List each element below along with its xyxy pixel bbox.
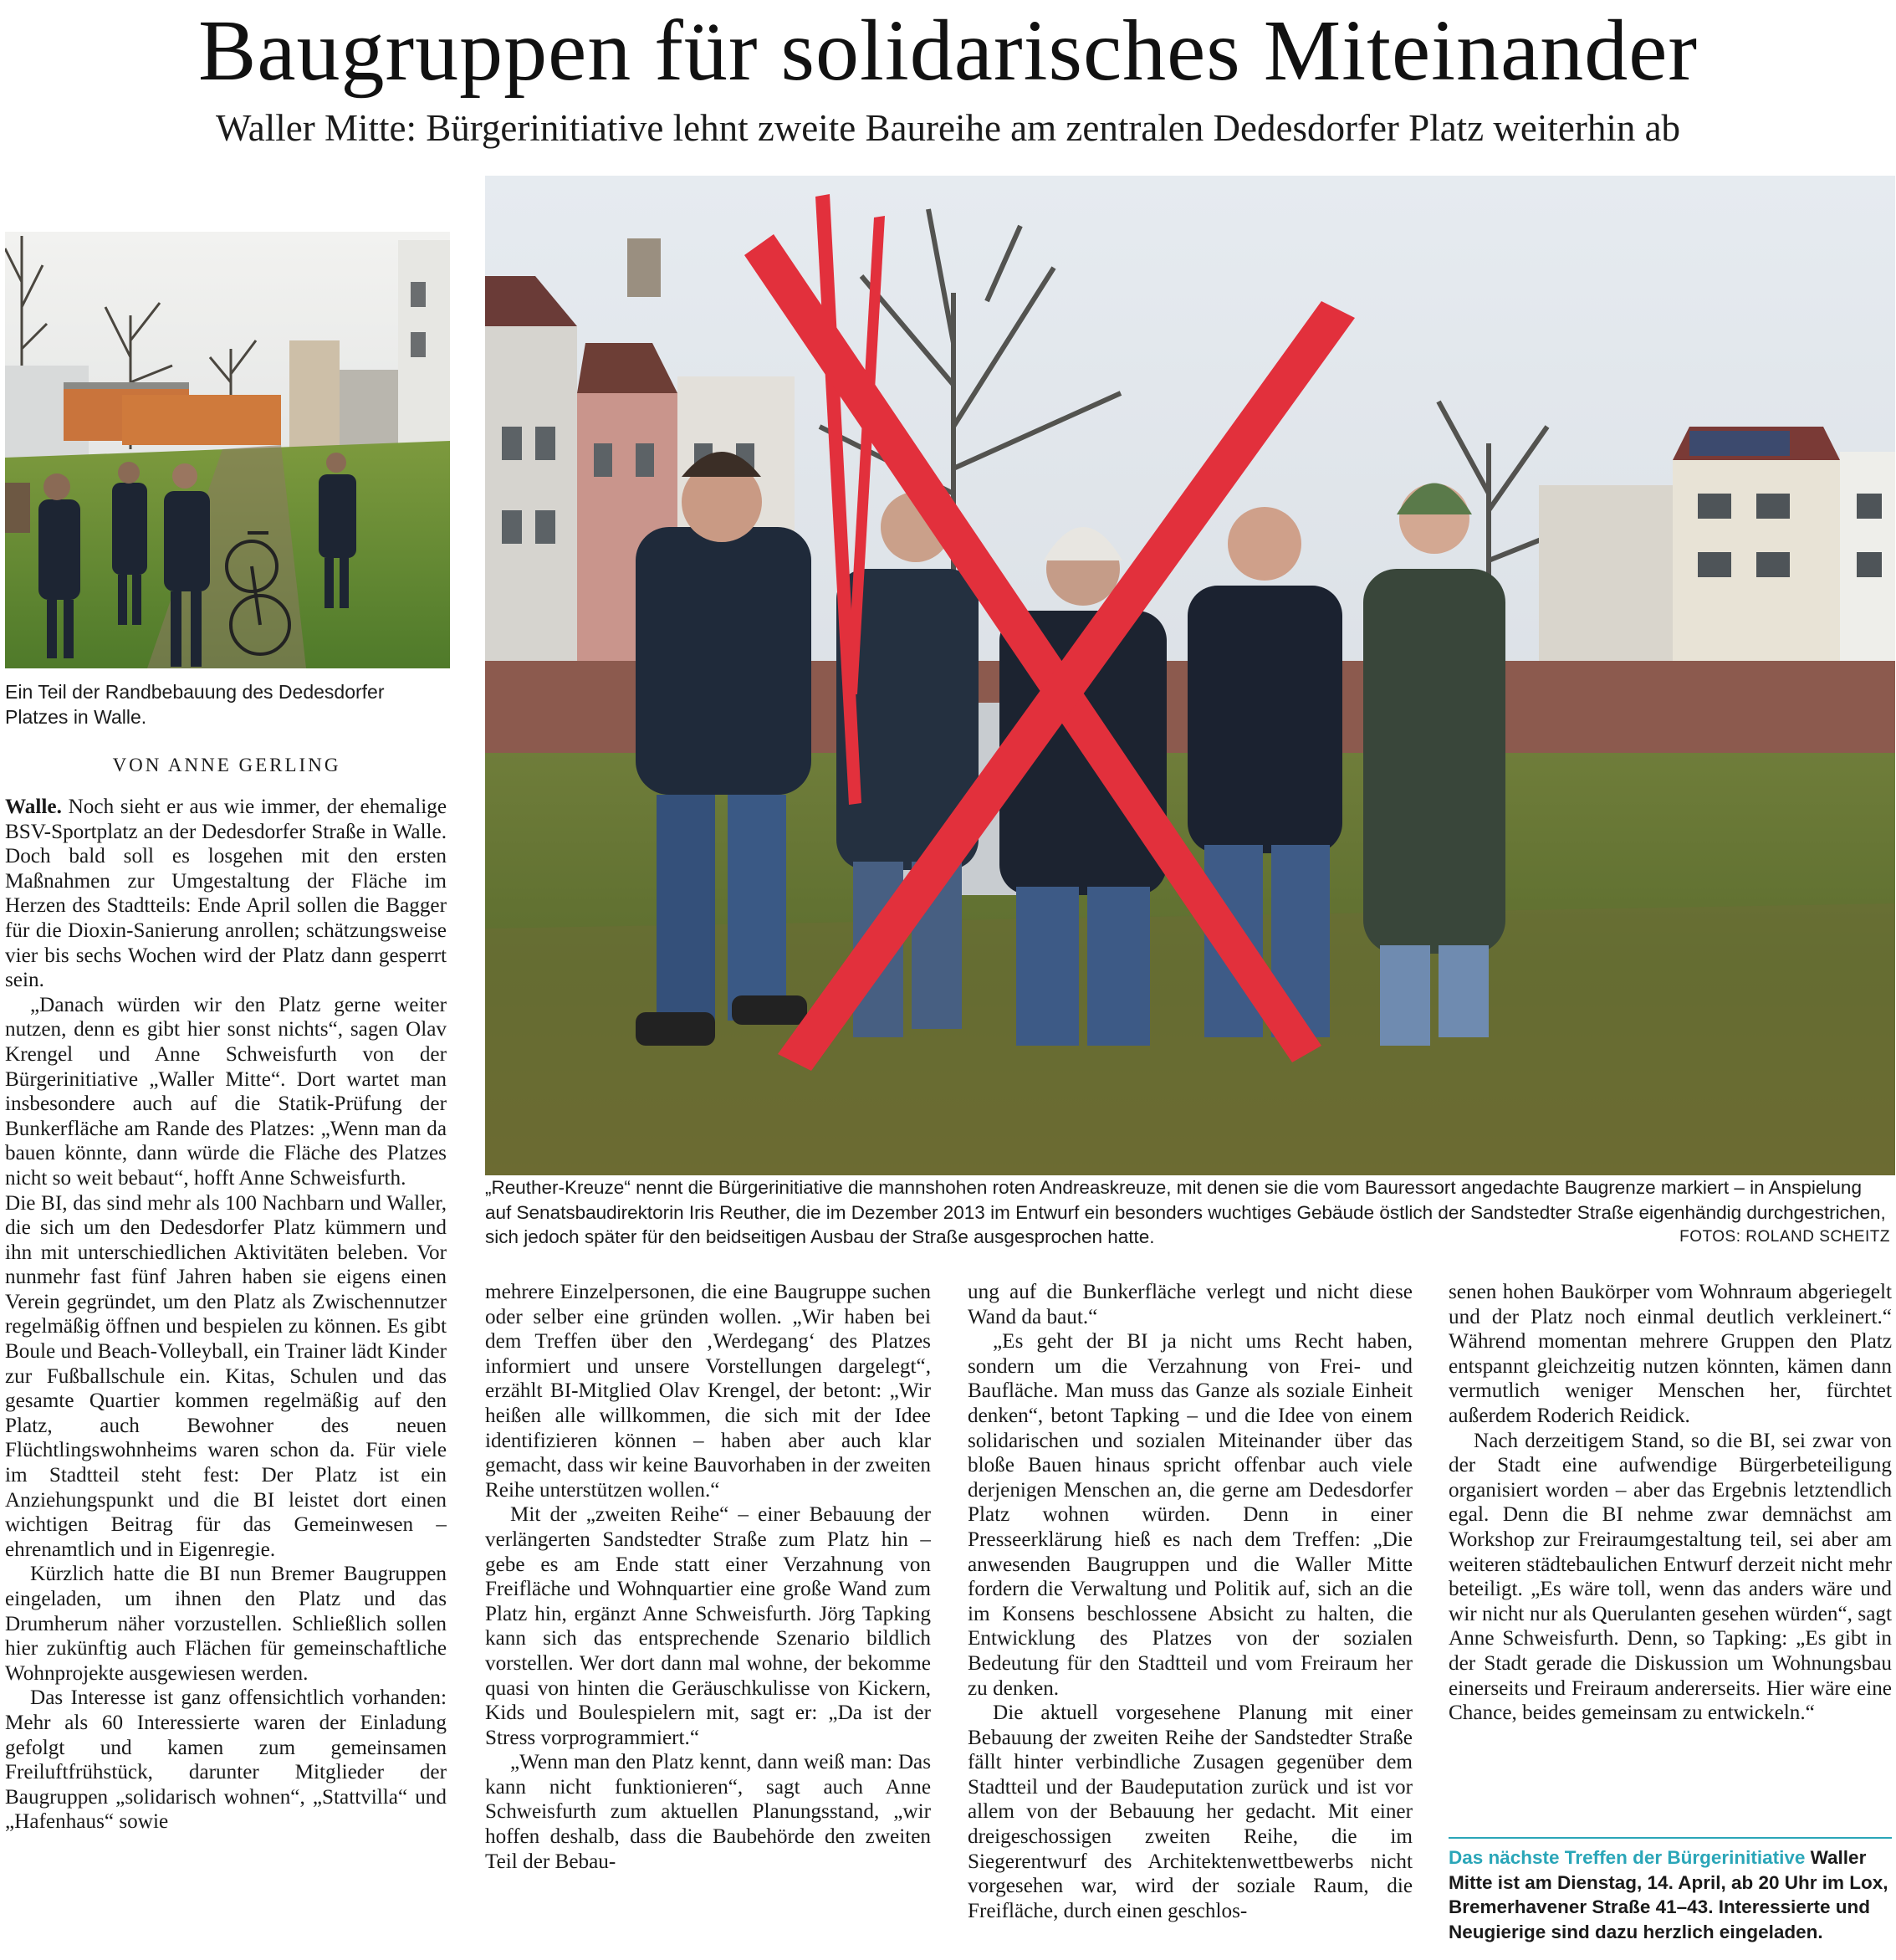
article-paragraph: „Es geht der BI ja nicht ums Recht haben, sondern um die Verzahnung von Frei- und Baufläche. Man muss das Ganze als soziale Einheit denken“, betont Tapking – und die Idee von einem solidarischen und sozialen Miteinander über das bloße Bauen hinaus spricht offenbar auch viele derjenigen Menschen an, die gerne am Dedesdorfer Platz wohnen würden. Denn in einer Presseerklärung hieß es nach dem Treffen: „Die anwesenden Baugruppen und die Waller Mitte fordern die Verwaltung und Politik auf, sich an die im Konsens beschlossene Absicht zu halten, die Entwicklung des Platzes von der sozialen Bedeutung für den Stadtteil und vom Freiraum her zu denken. (968, 1330, 1413, 1700)
photo-credit: FOTOS: ROLAND SCHEITZ (1679, 1228, 1890, 1246)
small-photo-caption: Ein Teil der Randbebauung des Dedesdorfer Platzes in Walle. (5, 681, 385, 728)
event-notice (1449, 1845, 1892, 1944)
subheadline: Waller Mitte: Bürgerinitiative lehnt zweite Baureihe am zentralen Dedesdorfer Platz weiterhin ab (215, 107, 1681, 149)
article-column-3 (968, 1280, 1413, 1957)
small-photo (5, 232, 450, 668)
article-paragraph: Kürzlich hatte die BI nun Bremer Baugruppen eingeladen, um ihnen den Platz und das Drumherum näher vorzustellen. Schließlich sollen hier zukünftig auch Flächen für gemeinschaftliche Wohnprojekte ausgewiesen werden. (5, 1563, 447, 1685)
article-paragraph: mehrere Einzelpersonen, die eine Baugruppe suchen oder selber eine gründen wollen. „Wir haben bei dem Treffen über den ‚Werdegang‘ des Platzes informiert und unsere Vorstellungen dargelegt“, erzählt BI-Mitglied Olav Krengel, der betont: „Wir heißen alle willkommen, die sich mit der Idee identifizieren können – haben aber auch klar gemacht, dass wir keine Bauvorhaben in der zweiten Reihe unterstützen wollen.“ (485, 1281, 931, 1502)
byline: VON ANNE GERLING (112, 755, 341, 775)
article-column-2 (485, 1280, 931, 1957)
article-paragraph: „Danach würden wir den Platz gerne weiter nutzen, denn es gibt hier sonst nichts“, sagen Olav Krengel und Anne Schweisfurth von der Bürgerinitiative „Waller Mitte“. Dort wartet man insbesondere auch auf die Statik-Prüfung der Bunkerfläche am Rande des Platzes: „Wenn man da bauen könnte, dann würde die Fläche des Platzes nicht so weit bebaut“, hofft Anne Schweisfurth. (5, 993, 447, 1190)
notice-highlight: Das nächste Treffen der Bürgerinitiative (1449, 1847, 1806, 1868)
notice-text: Waller Mitte ist am Dienstag, 14. April, ab 20 Uhr im Lox, Bremerhavener Straße 41–43. Interessierte und Neugierige sind dazu herzlich eingeladen. (1449, 1847, 1888, 1942)
notice-divider (1449, 1837, 1892, 1839)
article-paragraph: ung auf die Bunkerfläche verlegt und nicht diese Wand da baut.“ (968, 1281, 1413, 1328)
article-paragraph: Die aktuell vorgesehene Planung mit einer Bebauung der zweiten Reihe der Sandstedter Straße fällt hinter verbindliche Zusagen gegenüber dem Stadtteil und der Baudeputation zurück und ist vor allem von der Bebauung her gedacht. Mit einer dreigeschossigen zweiten Reihe, die im Siegerentwurf des Architektenwettbewerbs nicht vorgesehen war, wird der soziale Raum, die Freifläche, durch einen geschlos- (968, 1702, 1413, 1922)
article-paragraph: Mit der „zweiten Reihe“ – einer Bebauung der verlängerten Sandstedter Straße zum Platz hin – gebe es am Ende statt einer Verzahnung von Freifläche und Wohnquartier eine große Wand zum Platz hin, ergänzt Anne Schweisfurth. Jörg Tapking kann sich das entsprechende Szenario bildlich vorstellen. Wer dort dann mal wohne, der bekomme quasi von hinten die Geräuschkulisse von Kickern, Kids und Boulespielern mit, sagt er: „Da ist der Stress vorprogrammiert.“ (485, 1503, 931, 1749)
dateline: Walle. (5, 796, 62, 818)
article-paragraph: Nach derzeitigem Stand, so die BI, sei zwar von der Stadt eine aufwendige Bürgerbeteiligung organisiert worden – aber das Ergebnis letztendlich egal. Denn die BI nehme zwar demnächst am Workshop zur Freiraumgestaltung teil, sei aber am weiteren städtebaulichen Entwurf derzeit nicht mehr beteiligt. „Es wäre toll, wenn das anders wäre und wir nicht nur als Querulanten gesehen würden“, sagt Anne Schweisfurth. Denn, so Tapking: „Es gibt in der Stadt gerade die Diskussion um Wohnungsbau einerseits und Freiraum andererseits. Hier wäre eine Chance, beides gemeinsam zu entwickeln.“ (1449, 1429, 1892, 1725)
main-photo (485, 176, 1895, 1175)
article-column-1 (5, 795, 447, 1957)
article-paragraph: senen hohen Baukörper vom Wohnraum abgeriegelt und der Platz noch einmal deutlich verkleinert.“ Während momentan mehrere Gruppen den Platz entspannt gleichzeitig nutzen könnten, kämen dann vermutlich weniger Menschen her, fürchtet außerdem Roderich Reidick. (1449, 1281, 1892, 1427)
article-paragraph: Das Interesse ist ganz offensichtlich vorhanden: Mehr als 60 Interessierte waren der Einladung gefolgt und kamen zum gemeinsamen Freiluftfrühstück, darunter Mitglieder der Baugruppen „solidarisch wohnen“, „Stattvilla“ und „Hafenhaus“ sowie (5, 1686, 447, 1834)
article-paragraph: Walle. Noch sieht er aus wie immer, der ehemalige BSV-Sportplatz an der Dedesdorfer Straße in Walle. Doch bald soll es losgehen mit den ersten Maßnahmen zur Umgestaltung der Fläche im Herzen des Stadtteils: Ende April sollen die Bagger für die Dioxin-Sanierung anrollen; schätzungsweise vier bis sechs Wochen wird der Platz dann gesperrt sein. (5, 796, 447, 992)
article-paragraph: „Wenn man den Platz kennt, dann weiß man: Das kann nicht funktionieren“, sagt auch Anne Schweisfurth zum aktuellen Planungsstand, „wir hoffen deshalb, dass die Baubehörde den zweiten Teil der Bebau- (485, 1751, 931, 1873)
caption-text: „Reuther-Kreuze“ nennt die Bürgerinitiative die mannshohen roten Andreaskreuze, mit denen sie die vom Bauressort angedachte Baugrenze markiert – in Anspielung auf Senatsbaudirektorin Iris Reuther, die im Dezember 2013 im Entwurf ein besonders wuchtiges Gebäude östlich der Sandstedter Straße eigenhändig durchgestrichen, sich jedoch später für den beidseitigen Ausbau der Straße ausgesprochen hatte. (485, 1177, 1886, 1247)
article-column-4 (1449, 1280, 1892, 1832)
article-paragraph: Die BI, das sind mehr als 100 Nachbarn und Waller, die sich um den Dedesdorfer Platz kümmern und ihn mit unterschiedlichen Aktivitäten beleben. Vor nunmehr fast fünf Jahren haben sie eigens einen Verein gegründet, um den Platz als Zwischennutzer regelmäßig öffnen und bespielen zu können. Es gibt Boule und Beach-Volleyball, ein Trainer lädt Kinder zur Fußballschule ein. Kitas, Schulen und das gesamte Quartier kommen regelmäßig auf den Platz, auch Bewohner des neuen Flüchtlingswohnheims waren schon da. Für viele im Stadtteil steht fest: Der Platz ist ein Anziehungspunkt und die BI leistet dort einen wichtigen Beitrag für das Gemeinwesen – ehrenamtlich und in Eigenregie. (5, 1191, 447, 1561)
headline: Baugruppen für solidarisches Miteinander (197, 3, 1699, 99)
main-photo-caption (485, 1175, 1890, 1250)
